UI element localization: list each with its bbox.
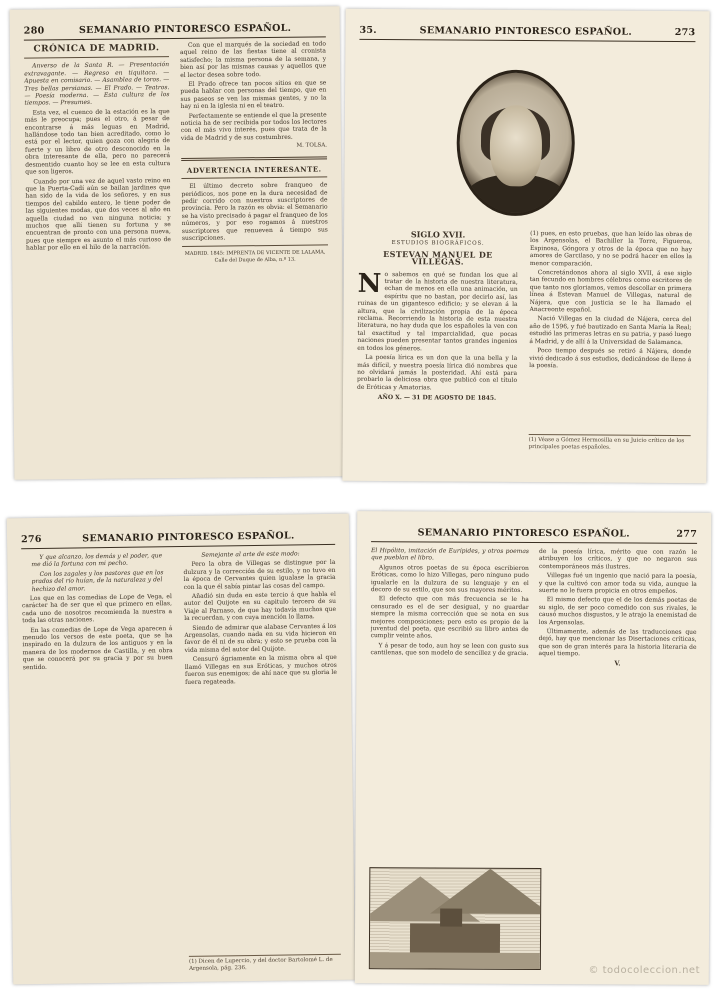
paragraph: Censuró ágriamente en la misma obra al que llamó Villegas en sus Eróticas, y muchos otros fueron sus enemigos; de ahí nace que su gloria le fuera regateada. [184, 654, 337, 686]
notice-title: ADVERTENCIA INTERESANTE. [186, 164, 322, 175]
divider [182, 245, 328, 248]
paragraph: Los que en las comedias de Lope de Vega, el carácter ha de ser que el que primero en ellas, cada uno de nosotros recomienda la nuestra a toda las otras naciones. [21, 593, 173, 625]
page-number: 277 [676, 528, 698, 540]
paragraph: Anverso de la Santa R. — Presentación extravagante. — Regreso en tiquitaca. — Apuesta en comisario. — Asamblea de toros. — Tres bellas persianas. — El Prado. — Teatros. — Poesía moderna. — Esta cultura de los tiempos. — Presumes. [24, 61, 170, 108]
right-column [537, 548, 697, 869]
divider [181, 156, 327, 161]
bottom-left-page [7, 514, 355, 985]
paragraph: Concretándonos ahora al siglo XVII, á ese siglo tan fecundo en hombres célebres como escritores de que tanto nos gloriamos, vemos descollar en primera línea á Estevan Manuel de Villegas, natural de Nájera, que con justicia se le ha llamado el Anacreonte español. [529, 269, 692, 314]
left-column [369, 547, 529, 858]
left-column [21, 552, 177, 974]
page-header [24, 18, 326, 40]
divider [24, 56, 169, 59]
paragraph: Perfectamente se entiende el que la presente noticia ha de ser recibida por todos los lectores con el más vivo interés, pues que trata de la vida de Madrid y de sus costumbres. [180, 111, 327, 142]
paragraph: El Prado ofrece tan pocos sitios en que se pueda hablar con personas del tiempo, que en sus paseos se ven las mismas gentes, y no la hay ni en la iglesia ni en el teatro. [180, 79, 327, 111]
page-header [359, 21, 695, 42]
paragraph: Cuando por una vez de aquel vasto reino en que la Puerta-Cadí aún se bailan jardines que han sido de la vida de los señores, y en sus tiempos del cabildo entero, le tiene poder de las siguientes modas, que dos veces al año en aquella ciudad no ven ninguna noticia; y muchos que allí tienen su fortuna y se encuentran de pronto con una persona nueva, pues que siempre es asunto el más curioso de hablar por ello en el hilo de la narración. [25, 176, 171, 252]
building-shape [440, 909, 462, 927]
page-number: 276 [20, 533, 42, 545]
bottom-spread [0, 502, 720, 990]
page-header [21, 526, 335, 549]
paragraph: Añadió sin duda en este tercio á que habla el autor del Quijote en su capitulo tercero de su Viaje al Parnaso, de que hay todavía muchos que la recuerdan, y con cuya mención lo llama. [183, 590, 337, 623]
paragraph: Algunos otros poetas de su época escribieron Eróticas, como lo hizo Villegas, pero ninguno pudo igualarle en la dulzura de su lenguaje y en el decoro de su estilo, que son sus mayores méritos. [370, 564, 529, 594]
bottom-right-page [355, 511, 711, 985]
portrait-face [490, 105, 542, 187]
building-shape [370, 952, 540, 969]
footnote: (1) Dicen de Lupercio, y del doctor Bartolomé L. de Argensola, pág. 236. [189, 954, 341, 972]
left-column [24, 42, 173, 463]
top-spread [0, 0, 720, 490]
divider [181, 177, 327, 180]
paragraph: El mismo defecto que el de los demás poetas de su siglo, de ser poco comedido con sus rivales, le causó muchos disgustos, y le atrajo la enemistad de los Argensolas. [538, 596, 697, 626]
paragraph: Esta vez, el cuenco de la estación es la que más le preocupa; pues el otro, á pesar de encontrarse á más leguas en Madrid, hallándose todo tan bien acreditado, como lo está por el lector, quien goza con alegría de fuerte y un libro de otro desconocido en la obra interesante de ella, pero no parecerá desmentido cuanto hoy se lee en esta cultura que son ligeros. [24, 107, 171, 176]
footnote: (1) Véase a Gómez Hermosilla en su Juicio crítico de los principales poetas españoles. [529, 434, 691, 451]
paragraph: La poesía lírica es un don que la una bella y la más difícil, y nuestra poesía lírica dió nombres que no olvidará jamás la posteridad. Ahí está para probarlo la deliciosa obra que publicó con el título de Eróticas y Amatorias. [356, 353, 518, 392]
header-title: SEMANARIO PINTORESCO ESPAÑOL. [417, 526, 630, 540]
mountain-shape [430, 868, 541, 914]
top-right-page [342, 9, 709, 484]
right-column [180, 40, 330, 462]
paragraph: El defecto que con más frecuencia se le ha censurado es el de ser desigual, y no guardar siempre la misma corrección que se nota en sus mejores composiciones; pero esto es propio de la juventud del poeta, que escribió su libro antes de cumplir veinte años. [370, 595, 529, 640]
signature: M. TOLSA. [296, 142, 328, 150]
paragraph: Y á pesar de todo, aun hoy se leen con gusto sus cantilenas, que son modelo de sencillez y de gracia. [370, 642, 529, 658]
verse: Y que alcanzo, los demás y el poder, que me dió la fortuna con mi pecho. [31, 552, 163, 569]
paragraph: En las comedias de Lope de Vega aparecen á menudo los versos de este poeta, que se ha inspirado en la dulzura de los antiguos y en la manera de los modernos de Castilla, y en obra que se conocerá por su gracia y por su buen sentido. [22, 624, 173, 671]
page-number: 273 [674, 26, 696, 38]
paragraph: Poco tiempo después se retiró á Nájera, donde vivió dedicado á sus estudios, dedicándose de lleno á la poesía. [529, 347, 692, 370]
header-title: SEMANARIO PINTORESCO ESPAÑOL. [78, 22, 292, 36]
century-heading: SIGLO XVII. [410, 229, 466, 240]
paragraph: (1) pues, en esto pruebas, que han leído las obras de los Argensolas, el Bachiller la Torre, Figueroa, Espinosa, Góngora y otros de la época que no hay amores de Garcilaso, y no se podrá hacer en ellos la menor comparación. [529, 230, 693, 268]
top-left-page [10, 6, 345, 479]
paragraph: Últimamente, además de las traducciones que dejó, hay que mencionar las Disertaciones críticas, que son de gran interés para la historia literaria de aquel tiempo. [538, 628, 697, 658]
landscape-engraving [369, 867, 542, 970]
page-number: 280 [23, 24, 45, 37]
left-column [356, 229, 518, 470]
subtitle: ESTUDIOS BIOGRÁFICOS. [391, 240, 485, 248]
building-shape [410, 923, 500, 953]
right-column [529, 230, 692, 431]
imprint: MADRID. 1845: IMPRENTA DE VICENTE DE LALAMA, Calle del Duque de Alba, n.º 13. [184, 249, 326, 264]
paragraph: Nació Villegas en la ciudad de Nájera, cerca del año de 1596, y fué bautizado en Santa María la Real; estudió las primeras letras en su patria, y pasó luego á Madrid, y de allí á la Universidad de Salamanca. [529, 315, 692, 346]
portrait-engraving [456, 70, 575, 217]
notice-text: El último decreto sobre franqueo de periódicos, nos pone en la dura necesidad de pedir corrido con nuestros suscriptores de provincia. Pero la razón es obvia: el Semanario se ha visto precisado á pagar el franqueo de los números, y por eso rogamos á nuestros suscriptores que renueven á tiempo sus suscripciones. [181, 181, 328, 242]
closing-mark: V. [614, 659, 621, 668]
paragraph: o sabemos en qué se fundan los que al tratar de la historia de nuestra literatura, echan de menos en ella una animación, un espíritu que no bastan, por decirlo así, las ruinas de un gigantesco edificio; y se elevan á la altura, que la civilización propia de la época reclama. Recorriendo la historia de esta nuestra literatura, no hay duda que los españoles la ven con tal exactitud y tal imparcialidad, que pocas naciones pueden presentar tantos grandes ingenios en todos los géneros. [357, 270, 518, 352]
section-title: CRÓNICA DE MADRID. [33, 43, 160, 55]
right-column [183, 550, 341, 952]
paragraph: Pero la obra de Villegas se distingue por la dulzura y la corrección de su estilo, y no tuvo en la época de Cervantes quien igualase la gracia con la que él sabía pintar las cosas del campo. [183, 559, 336, 591]
paragraph: Villegas fué un ingenio que nació para la poesía, y que la cultivó con amor toda su vida, aunque la suerte no le fuera propicia en otros empeños. [538, 572, 697, 595]
paragraph: Con que el marqués de la sociedad en todo aquel reino de las fiestas tiene al cronista satisfecho; la misma persona de la semana, y bien así por las mismas causas y aquellos que el lector desea sobre todo. [179, 40, 327, 79]
header-title: SEMANARIO PINTORESCO ESPAÑOL. [419, 24, 633, 38]
drop-cap: N [357, 268, 382, 299]
issue-number: 35. [359, 24, 377, 36]
biography-name: ESTEVAN MANUEL DE VILLEGAS. [383, 248, 493, 267]
verse: Semejante al arte de este modo: [201, 550, 300, 559]
page-header [371, 523, 697, 544]
paragraph: de la poesía lírica, mérito que con razón le atribuyen los críticos, y que no negaron sus contemporáneos más ilustres. [538, 548, 698, 571]
paragraph: El Hipólito, imitación de Eurípides, y otros poemas que pueblan el libro. [370, 547, 530, 562]
dateline: AÑO X. — 31 DE AGOSTO DE 1845. [377, 394, 497, 402]
watermark: © todocoleccion.net [588, 965, 700, 976]
header-title: SEMANARIO PINTORESCO ESPAÑOL. [82, 529, 295, 544]
verse: Con los zagales y los pastores que en los prados del río huían, de la naturaleza y del hechizo del amor. [31, 569, 164, 593]
paragraph: Siendo de admirar que alabase Cervantes á los Argensolas, cuando nada en su vida hicieron en favor de él ni de su obra; y esto se prueba con la vida misma del autor del Quijote. [184, 622, 337, 654]
